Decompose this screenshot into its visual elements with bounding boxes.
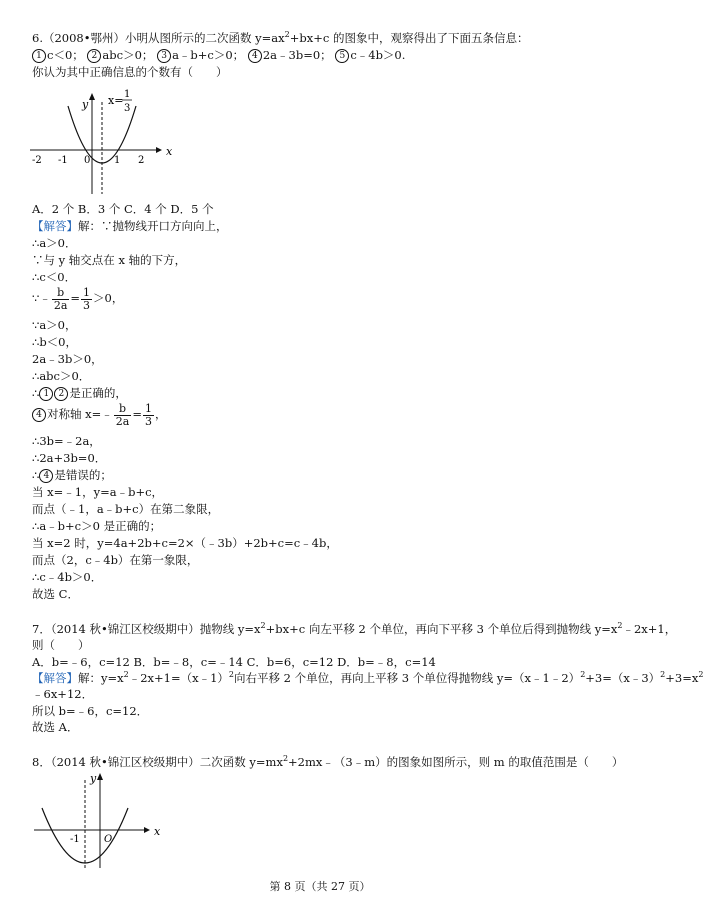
q6-line-3: ∴c＜0．	[32, 270, 77, 284]
axis-frac-num: 1	[124, 89, 131, 100]
tick-0: 0	[84, 155, 91, 166]
y-axis-arrow	[97, 773, 103, 780]
q6-line-16: ∴a﹣b+c＞0 是正确的；	[32, 519, 162, 533]
q6-options: A．2 个 B．3 个 C．4 个 D．5 个	[32, 202, 214, 216]
q8-parabola-figure	[30, 768, 170, 870]
x-axis-arrow	[156, 147, 162, 153]
axis-eq-label: x=	[108, 94, 124, 107]
tick-1: 1	[114, 155, 121, 166]
tick-minus-2: -2	[32, 155, 42, 166]
q6-answer-lead: 【解答】解：∵抛物线开口方向向上，	[32, 219, 228, 233]
q6-line-11: ∴3b=﹣2a，	[32, 434, 101, 448]
q7-line-1: 所以 b=﹣6，c=12．	[32, 704, 149, 718]
q6-line-9: ∴ 1 2 是正确的，	[32, 386, 127, 400]
q6-line-19: ∴c﹣4b＞0．	[32, 570, 103, 584]
q6-line-1: ∴a＞0．	[32, 236, 77, 250]
q6-line-17: 当 x=2 时，y=4a+2b+c=2×（﹣3b）+2b+c=c﹣4b，	[32, 536, 338, 550]
q7-answer: 【解答】解：$y=x^2﹣2x+1=(x﹣1)^2$向右平移 2 个单位，再向上平移 3 个单位得抛物线 $y=(x﹣1﹣2)^2+3=(x﹣3)^2+3=x^2$	[32, 670, 703, 685]
x-label: x	[166, 145, 173, 158]
y-axis-arrow	[89, 93, 95, 100]
q6-statements: 1 c＜0； 2 abc＞0； 3 a﹣b+c＞0； 4 2a﹣3b=0； 5 c﹣4b＞0.	[32, 47, 405, 63]
q6-line-20: 故选 C．	[32, 587, 79, 601]
x-axis-arrow	[144, 827, 150, 833]
q7-options: A．b=﹣6，c=12 B．b=﹣8，c=﹣14 C．b=6，c=12 D．b=﹣8，c=14	[32, 655, 436, 669]
q6-line-18: 而点（2，c﹣4b）在第一象限，	[32, 553, 199, 567]
q6-line-8: ∴abc＞0．	[32, 369, 91, 383]
origin-label: O	[104, 834, 113, 845]
q6-line-14: 当 x=﹣1，y=a﹣b+c，	[32, 485, 164, 499]
tick-minus-1: -1	[58, 155, 68, 166]
q6-parabola-figure	[28, 86, 178, 196]
y-label: y	[82, 98, 89, 111]
q6-line-7: 2a﹣3b＞0，	[32, 352, 103, 366]
q6-line-15: 而点（﹣1，a﹣b+c）在第二象限，	[32, 502, 220, 516]
q6-title: 6.（2008•鄂州）小明从图所示的二次函数 $y=ax^2+bx+c$ 的图象中，观察得出了下面五条信息：	[32, 30, 529, 45]
q7-title: 7．（2014 秋•锦江区校级期中）抛物线 $y=x^2+bx+c$ 向左平移 2 个单位，再向下平移 3 个单位后得到抛物线 $y=x^2﹣2x+1$，	[32, 621, 677, 636]
tick-minus-1: -1	[70, 834, 80, 845]
q7-title-cont: 则（ ）	[32, 638, 90, 652]
q6-line-12: ∴2a+3b=0．	[32, 451, 107, 465]
q6-question: 你认为其中正确信息的个数有（ ）	[32, 65, 228, 79]
y-label: y	[90, 772, 97, 785]
q6-line-10: 4 对称轴 x=﹣ $\frac{b}{2a}$ = $\frac{1}{3}$ ，	[32, 401, 166, 428]
q6-line-5: ∵a＞0，	[32, 318, 77, 332]
x-label: x	[154, 825, 161, 838]
q6-line-2: ∵与 y 轴交点在 x 轴的下方，	[32, 253, 187, 267]
q7-line-2: 故选 A．	[32, 720, 79, 734]
tick-2: 2	[138, 155, 145, 166]
q8-title: 8．（2014 秋•锦江区校级期中）二次函数 $y=mx^2+2mx﹣(3﹣m)$的图象如图所示，则 m 的取值范围是（ ）	[32, 754, 624, 769]
q6-line-13: ∴ 4 是错误的；	[32, 468, 112, 482]
axis-frac-den: 3	[124, 103, 131, 114]
q7-answer-cont: ﹣6x+12．	[32, 687, 94, 701]
page-footer: 第 8 页（共 27 页）	[269, 880, 371, 893]
q6-line-6: ∴b＜0，	[32, 335, 77, 349]
q6-line-4: ∵﹣ $\frac{b}{2a}$ = $\frac{1}{3}$ ＞0，	[32, 285, 124, 312]
